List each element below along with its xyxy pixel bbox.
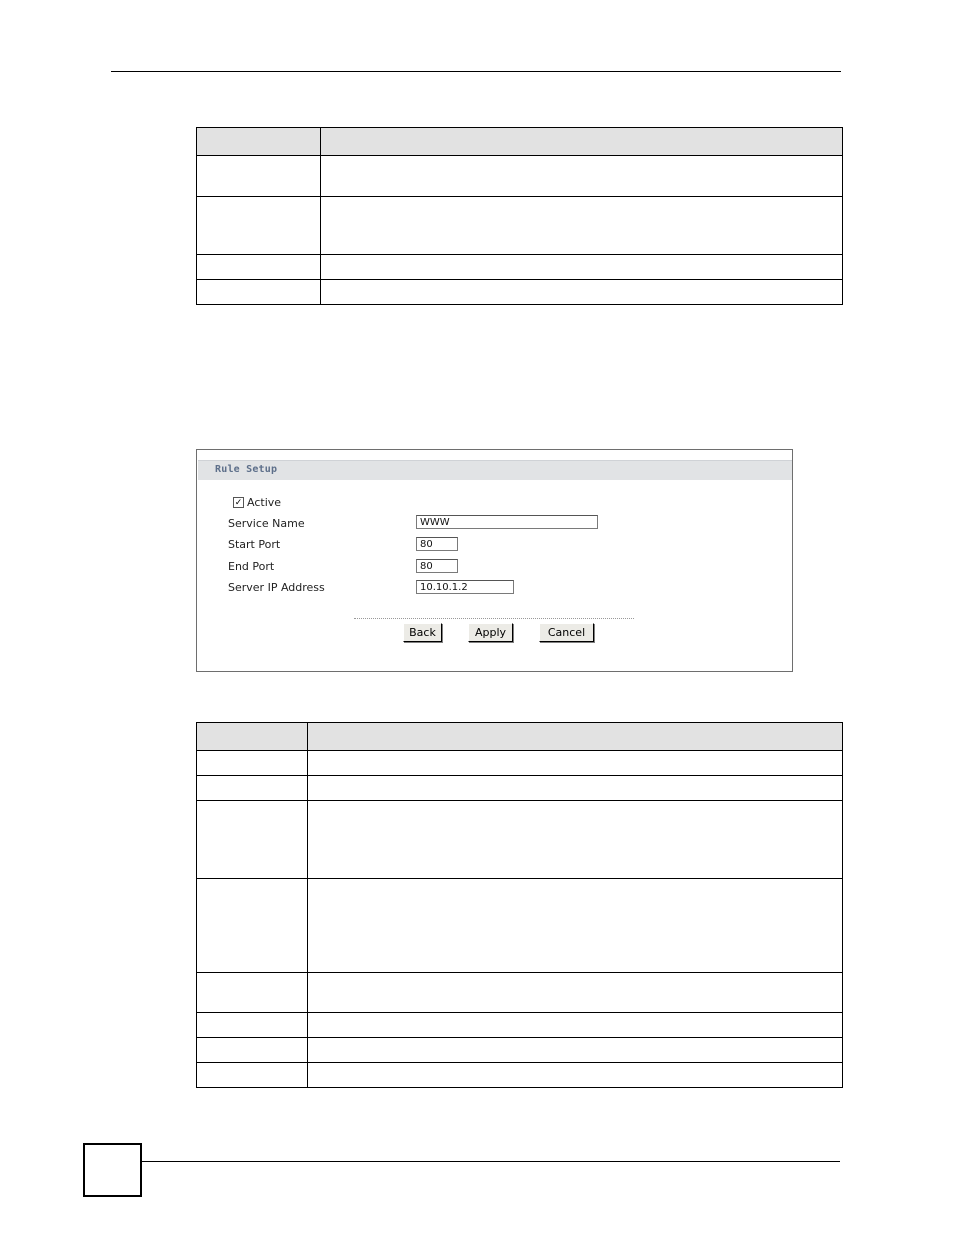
- service-name-label: Service Name: [228, 517, 305, 530]
- table-cell: [321, 280, 843, 305]
- back-button[interactable]: Back: [403, 623, 442, 642]
- table-cell: [197, 776, 308, 801]
- table-header-row: [197, 723, 843, 751]
- page-number-box: [83, 1143, 142, 1197]
- table-cell: [308, 1038, 843, 1063]
- table-header-cell: [197, 723, 308, 751]
- server-ip-label: Server IP Address: [228, 581, 325, 594]
- table-cell: [197, 751, 308, 776]
- table-header-row: [197, 128, 843, 156]
- table-cell: [197, 1038, 308, 1063]
- table-cell: [197, 1063, 308, 1088]
- top-table: [196, 127, 843, 305]
- table-row: [197, 156, 843, 197]
- start-port-input[interactable]: [416, 537, 458, 551]
- table-cell: [197, 801, 308, 879]
- table-cell: [308, 1063, 843, 1088]
- table-row: [197, 280, 843, 305]
- start-port-label: Start Port: [228, 538, 281, 551]
- table-row: [197, 1013, 843, 1038]
- table-cell: [308, 1013, 843, 1038]
- table-row: [197, 801, 843, 879]
- panel-header: [198, 460, 792, 480]
- service-name-input[interactable]: [416, 515, 598, 529]
- table-header-cell: [321, 128, 843, 156]
- table-cell: [308, 801, 843, 879]
- table-header-cell: [197, 128, 321, 156]
- table-cell: [197, 1013, 308, 1038]
- table-cell: [308, 751, 843, 776]
- active-checkbox[interactable]: ✓: [234, 497, 243, 507]
- active-label: Active: [247, 496, 282, 509]
- table-cell: [308, 879, 843, 973]
- table-cell: [321, 255, 843, 280]
- bottom-table: [196, 722, 843, 1088]
- apply-button[interactable]: Apply: [468, 623, 513, 642]
- end-port-input[interactable]: [416, 559, 458, 573]
- rule-setup-panel: [196, 449, 793, 672]
- table-cell: [308, 973, 843, 1013]
- table-row: [197, 1063, 843, 1088]
- table-cell: [321, 197, 843, 255]
- table-row: [197, 1038, 843, 1063]
- header-rule: [111, 71, 841, 72]
- table-row: [197, 879, 843, 973]
- end-port-label: End Port: [228, 560, 275, 573]
- table-row: [197, 197, 843, 255]
- table-cell: [308, 776, 843, 801]
- panel-title: Rule Setup: [215, 464, 278, 475]
- server-ip-input[interactable]: [416, 580, 514, 594]
- button-separator: [354, 618, 634, 619]
- table-row: [197, 255, 843, 280]
- table-cell: [197, 255, 321, 280]
- table-row: [197, 776, 843, 801]
- table-cell: [197, 973, 308, 1013]
- table-row: [197, 751, 843, 776]
- table-row: [197, 973, 843, 1013]
- table-header-cell: [308, 723, 843, 751]
- footer-rule: [140, 1161, 840, 1162]
- table-cell: [197, 197, 321, 255]
- table-cell: [197, 156, 321, 197]
- table-cell: [197, 280, 321, 305]
- table-cell: [197, 879, 308, 973]
- table-cell: [321, 156, 843, 197]
- cancel-button[interactable]: Cancel: [539, 623, 594, 642]
